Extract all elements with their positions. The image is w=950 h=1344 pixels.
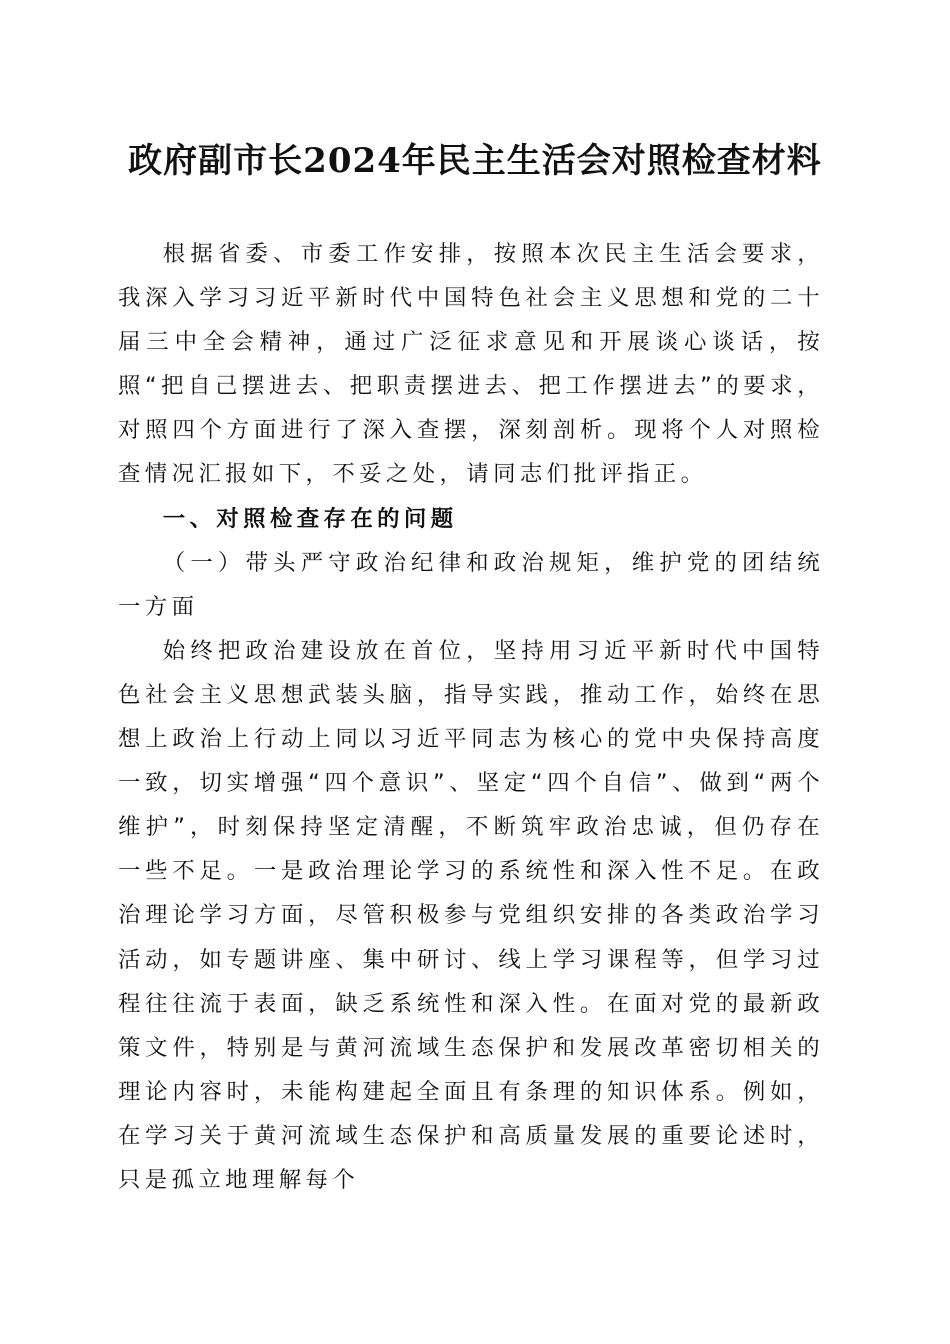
subsection-heading: （一）带头严守政治纪律和政治规矩，维护党的团结统一方面 [118, 549, 824, 620]
document-title: 政府副市长2024年民主生活会对照检查材料 [128, 141, 822, 181]
intro-paragraph: 根据省委、市委工作安排，按照本次民主生活会要求，我深入学习习近平新时代中国特色社会主义思想和党的二十届三中全会精神，通过广泛征求意见和开展谈心谈话，按照“把自己摆进去、把职责摆进去、把工作摆进去”的要求，对照四个方面进行了深入查摆，深刻剖析。现将个人对照检查情况汇报如下，不妥之处，请同志们批评指正。 [118, 241, 824, 488]
section-heading: 一、对照检查存在的问题 [162, 505, 458, 532]
document-body [118, 232, 824, 1202]
body-paragraph: 始终把政治建设放在首位，坚持用习近平新时代中国特色社会主义思想武装头脑，指导实践，推动工作，始终在思想上政治上行动上同以习近平同志为核心的党中央保持高度一致，切实增强“四个意识”、坚定“四个自信”、做到“两个维护”，时刻保持坚定清醒，不断筑牢政治忠诚，但仍存在一些不足。一是政治理论学习的系统性和深入性不足。在政治理论学习方面，尽管积极参与党组织安排的各类政治学习活动，如专题讲座、集中研讨、线上学习课程等，但学习过程往往流于表面，缺乏系统性和深入性。在面对党的最新政策文件，特别是与黄河流域生态保护和发展改革密切相关的理论内容时，未能构建起全面且有条理的知识体系。例如，在学习关于黄河流域生态保护和高质量发展的重要论述时，只是孤立地理解每个 [118, 637, 824, 1193]
